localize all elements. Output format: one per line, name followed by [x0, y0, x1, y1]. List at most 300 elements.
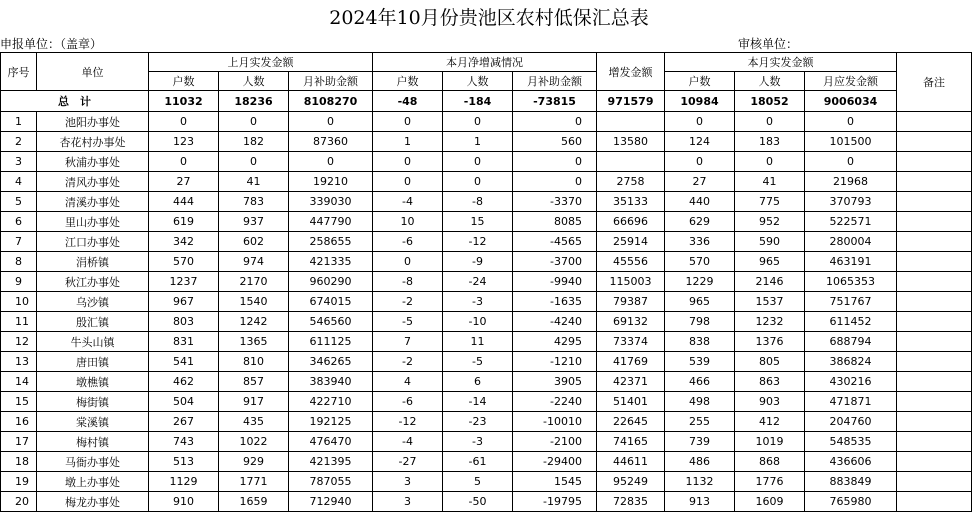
- row-lm-persons: 2170: [219, 272, 289, 292]
- row-lm-households: 444: [149, 192, 219, 212]
- row-index: 4: [1, 172, 37, 192]
- row-unit: 牛头山镇: [37, 332, 149, 352]
- row-remark: [897, 272, 972, 292]
- row-index: 8: [1, 252, 37, 272]
- row-remark: [897, 192, 972, 212]
- row-tm-households: 629: [665, 212, 735, 232]
- row-nc-households: -12: [373, 412, 443, 432]
- row-tm-amount: 101500: [805, 132, 897, 152]
- meta-row: [0, 36, 978, 52]
- row-nc-households: 4: [373, 372, 443, 392]
- header-unit: 单位: [37, 53, 149, 91]
- row-nc-amount: -4240: [513, 312, 597, 332]
- row-tm-amount: 280004: [805, 232, 897, 252]
- total-nc-households: -48: [373, 91, 443, 112]
- row-tm-persons: 868: [735, 452, 805, 472]
- table-row: [1, 332, 972, 352]
- row-nc-amount: -19795: [513, 492, 597, 512]
- row-tm-amount: 765980: [805, 492, 897, 512]
- row-index: 15: [1, 392, 37, 412]
- row-remark: [897, 352, 972, 372]
- row-lm-persons: 1540: [219, 292, 289, 312]
- row-unit: 唐田镇: [37, 352, 149, 372]
- row-remark: [897, 212, 972, 232]
- total-lm-persons: 18236: [219, 91, 289, 112]
- row-nc-amount: 0: [513, 152, 597, 172]
- row-nc-amount: -10010: [513, 412, 597, 432]
- row-index: 13: [1, 352, 37, 372]
- row-lm-households: 570: [149, 252, 219, 272]
- row-lm-amount: 611125: [289, 332, 373, 352]
- row-lm-amount: 787055: [289, 472, 373, 492]
- row-nc-persons: 5: [443, 472, 513, 492]
- row-lm-amount: 546560: [289, 312, 373, 332]
- row-unit: 马衙办事处: [37, 452, 149, 472]
- row-tm-households: 570: [665, 252, 735, 272]
- row-remark: [897, 152, 972, 172]
- row-nc-households: -8: [373, 272, 443, 292]
- row-lm-amount: 346265: [289, 352, 373, 372]
- row-nc-households: -2: [373, 292, 443, 312]
- total-label: 总 计: [1, 91, 149, 112]
- row-remark: [897, 432, 972, 452]
- row-lm-persons: 1771: [219, 472, 289, 492]
- page-title: 2024年10月份贵池区农村低保汇总表: [329, 7, 649, 29]
- header-tm-persons: 人数: [735, 72, 805, 91]
- row-unit: 墩上办事处: [37, 472, 149, 492]
- row-tm-persons: 775: [735, 192, 805, 212]
- row-lm-households: 0: [149, 152, 219, 172]
- row-tm-persons: 903: [735, 392, 805, 412]
- row-tm-amount: 436606: [805, 452, 897, 472]
- row-nc-persons: -3: [443, 292, 513, 312]
- table-row: [1, 212, 972, 232]
- row-remark: [897, 292, 972, 312]
- row-nc-amount: -9940: [513, 272, 597, 292]
- row-increase: [597, 112, 665, 132]
- row-index: 6: [1, 212, 37, 232]
- row-nc-households: -27: [373, 452, 443, 472]
- header-this-month: 本月实发金额: [665, 53, 897, 72]
- row-nc-persons: 0: [443, 112, 513, 132]
- row-increase: 45556: [597, 252, 665, 272]
- row-unit: 里山办事处: [37, 212, 149, 232]
- row-tm-amount: 370793: [805, 192, 897, 212]
- row-nc-persons: -8: [443, 192, 513, 212]
- row-nc-amount: -2100: [513, 432, 597, 452]
- row-lm-households: 123: [149, 132, 219, 152]
- row-nc-households: 0: [373, 152, 443, 172]
- row-index: 1: [1, 112, 37, 132]
- table-row: [1, 232, 972, 252]
- row-nc-persons: -10: [443, 312, 513, 332]
- row-unit: 梅村镇: [37, 432, 149, 452]
- table-row: [1, 152, 972, 172]
- row-unit: 江口办事处: [37, 232, 149, 252]
- row-unit: 清溪办事处: [37, 192, 149, 212]
- table-body: [1, 112, 972, 512]
- row-lm-households: 504: [149, 392, 219, 412]
- row-nc-persons: -23: [443, 412, 513, 432]
- row-index: 11: [1, 312, 37, 332]
- row-remark: [897, 112, 972, 132]
- row-nc-amount: 4295: [513, 332, 597, 352]
- row-nc-persons: 6: [443, 372, 513, 392]
- header-net-change: 本月净增减情况: [373, 53, 597, 72]
- row-nc-households: 3: [373, 472, 443, 492]
- row-increase: 2758: [597, 172, 665, 192]
- row-nc-persons: -3: [443, 432, 513, 452]
- row-unit: 池阳办事处: [37, 112, 149, 132]
- row-lm-households: 267: [149, 412, 219, 432]
- table-row: [1, 312, 972, 332]
- row-unit: 秋江办事处: [37, 272, 149, 292]
- row-nc-persons: -61: [443, 452, 513, 472]
- row-tm-amount: 548535: [805, 432, 897, 452]
- row-unit: 墩樵镇: [37, 372, 149, 392]
- row-lm-amount: 960290: [289, 272, 373, 292]
- row-nc-amount: 1545: [513, 472, 597, 492]
- row-increase: 72835: [597, 492, 665, 512]
- row-lm-persons: 810: [219, 352, 289, 372]
- table-row: [1, 272, 972, 292]
- row-lm-amount: 674015: [289, 292, 373, 312]
- row-lm-households: 967: [149, 292, 219, 312]
- row-tm-persons: 1776: [735, 472, 805, 492]
- row-unit: 清风办事处: [37, 172, 149, 192]
- row-nc-households: 1: [373, 132, 443, 152]
- row-lm-amount: 383940: [289, 372, 373, 392]
- row-index: 12: [1, 332, 37, 352]
- row-lm-households: 803: [149, 312, 219, 332]
- row-index: 7: [1, 232, 37, 252]
- row-lm-persons: 0: [219, 112, 289, 132]
- row-remark: [897, 372, 972, 392]
- row-lm-persons: 974: [219, 252, 289, 272]
- row-tm-households: 0: [665, 152, 735, 172]
- row-nc-persons: -24: [443, 272, 513, 292]
- row-tm-amount: 204760: [805, 412, 897, 432]
- row-index: 17: [1, 432, 37, 452]
- total-lm-amount: 8108270: [289, 91, 373, 112]
- row-increase: 79387: [597, 292, 665, 312]
- row-tm-persons: 952: [735, 212, 805, 232]
- row-lm-persons: 1242: [219, 312, 289, 332]
- row-tm-households: 498: [665, 392, 735, 412]
- row-tm-households: 739: [665, 432, 735, 452]
- row-remark: [897, 172, 972, 192]
- row-nc-amount: -1635: [513, 292, 597, 312]
- row-tm-amount: 1065353: [805, 272, 897, 292]
- summary-table: [0, 52, 972, 512]
- row-index: 5: [1, 192, 37, 212]
- row-tm-amount: 688794: [805, 332, 897, 352]
- row-lm-amount: 192125: [289, 412, 373, 432]
- row-unit: 棠溪镇: [37, 412, 149, 432]
- row-tm-persons: 0: [735, 112, 805, 132]
- row-lm-persons: 41: [219, 172, 289, 192]
- row-tm-amount: 0: [805, 152, 897, 172]
- row-tm-persons: 41: [735, 172, 805, 192]
- row-nc-amount: -3700: [513, 252, 597, 272]
- header-index: 序号: [1, 53, 37, 91]
- row-unit: 涓桥镇: [37, 252, 149, 272]
- row-lm-persons: 1659: [219, 492, 289, 512]
- row-remark: [897, 312, 972, 332]
- row-tm-persons: 1019: [735, 432, 805, 452]
- row-tm-amount: 0: [805, 112, 897, 132]
- row-lm-households: 27: [149, 172, 219, 192]
- row-nc-households: 0: [373, 112, 443, 132]
- reviewer-label: 审核单位：: [738, 37, 799, 51]
- row-lm-persons: 1365: [219, 332, 289, 352]
- row-index: 3: [1, 152, 37, 172]
- row-index: 9: [1, 272, 37, 292]
- row-tm-amount: 21968: [805, 172, 897, 192]
- total-increase: 971579: [597, 91, 665, 112]
- row-nc-amount: 0: [513, 172, 597, 192]
- row-tm-households: 838: [665, 332, 735, 352]
- row-tm-households: 913: [665, 492, 735, 512]
- row-nc-households: 0: [373, 172, 443, 192]
- table-row: [1, 492, 972, 512]
- row-tm-persons: 590: [735, 232, 805, 252]
- row-nc-amount: -29400: [513, 452, 597, 472]
- row-nc-amount: 8085: [513, 212, 597, 232]
- row-remark: [897, 332, 972, 352]
- header-remark: 备注: [897, 53, 972, 112]
- row-tm-persons: 412: [735, 412, 805, 432]
- row-nc-persons: 0: [443, 152, 513, 172]
- row-increase: 13580: [597, 132, 665, 152]
- row-index: 2: [1, 132, 37, 152]
- row-increase: 22645: [597, 412, 665, 432]
- row-increase: 25914: [597, 232, 665, 252]
- row-unit: 乌沙镇: [37, 292, 149, 312]
- row-index: 20: [1, 492, 37, 512]
- row-tm-households: 440: [665, 192, 735, 212]
- row-lm-amount: 422710: [289, 392, 373, 412]
- total-nc-persons: -184: [443, 91, 513, 112]
- header-last-month: 上月实发金额: [149, 53, 373, 72]
- row-tm-amount: 883849: [805, 472, 897, 492]
- header-nc-persons: 人数: [443, 72, 513, 91]
- row-tm-households: 965: [665, 292, 735, 312]
- row-nc-amount: -2240: [513, 392, 597, 412]
- row-lm-amount: 87360: [289, 132, 373, 152]
- row-nc-persons: 15: [443, 212, 513, 232]
- row-tm-persons: 1609: [735, 492, 805, 512]
- row-lm-persons: 783: [219, 192, 289, 212]
- row-lm-households: 0: [149, 112, 219, 132]
- row-nc-amount: 560: [513, 132, 597, 152]
- row-index: 16: [1, 412, 37, 432]
- row-lm-amount: 258655: [289, 232, 373, 252]
- row-lm-amount: 19210: [289, 172, 373, 192]
- table-row: [1, 452, 972, 472]
- row-nc-amount: -4565: [513, 232, 597, 252]
- row-tm-amount: 611452: [805, 312, 897, 332]
- row-lm-amount: 421335: [289, 252, 373, 272]
- table-row: [1, 372, 972, 392]
- row-tm-households: 466: [665, 372, 735, 392]
- header-increase-amount: 增发金额: [597, 53, 665, 91]
- row-lm-amount: 339030: [289, 192, 373, 212]
- row-remark: [897, 232, 972, 252]
- row-nc-persons: -12: [443, 232, 513, 252]
- row-lm-amount: 476470: [289, 432, 373, 452]
- row-tm-households: 486: [665, 452, 735, 472]
- row-increase: 35133: [597, 192, 665, 212]
- total-tm-amount: 9006034: [805, 91, 897, 112]
- table-row: [1, 112, 972, 132]
- row-tm-households: 1229: [665, 272, 735, 292]
- reporting-unit-label: 申报单位：（盖章）: [0, 37, 103, 51]
- row-unit: 梅龙办事处: [37, 492, 149, 512]
- row-nc-households: 0: [373, 252, 443, 272]
- row-tm-amount: 751767: [805, 292, 897, 312]
- total-tm-persons: 18052: [735, 91, 805, 112]
- row-lm-households: 619: [149, 212, 219, 232]
- row-nc-persons: -5: [443, 352, 513, 372]
- row-remark: [897, 412, 972, 432]
- row-nc-amount: 3905: [513, 372, 597, 392]
- table-row: [1, 172, 972, 192]
- row-tm-households: 1132: [665, 472, 735, 492]
- row-increase: 95249: [597, 472, 665, 492]
- table-row: [1, 352, 972, 372]
- row-lm-amount: 0: [289, 112, 373, 132]
- table-row: [1, 472, 972, 492]
- row-nc-households: -6: [373, 392, 443, 412]
- header-tm-households: 户数: [665, 72, 735, 91]
- row-remark: [897, 252, 972, 272]
- row-lm-households: 342: [149, 232, 219, 252]
- row-lm-persons: 602: [219, 232, 289, 252]
- row-tm-households: 0: [665, 112, 735, 132]
- row-tm-amount: 522571: [805, 212, 897, 232]
- row-increase: 115003: [597, 272, 665, 292]
- row-nc-amount: -3370: [513, 192, 597, 212]
- row-unit: 殷汇镇: [37, 312, 149, 332]
- table-row: [1, 432, 972, 452]
- row-lm-persons: 857: [219, 372, 289, 392]
- row-lm-households: 743: [149, 432, 219, 452]
- row-lm-persons: 937: [219, 212, 289, 232]
- row-nc-persons: -9: [443, 252, 513, 272]
- header-lm-persons: 人数: [219, 72, 289, 91]
- row-nc-persons: 1: [443, 132, 513, 152]
- row-tm-persons: 863: [735, 372, 805, 392]
- row-remark: [897, 472, 972, 492]
- row-lm-persons: 182: [219, 132, 289, 152]
- row-tm-households: 27: [665, 172, 735, 192]
- table-row: [1, 292, 972, 312]
- row-lm-households: 541: [149, 352, 219, 372]
- row-tm-persons: 805: [735, 352, 805, 372]
- table-row: [1, 392, 972, 412]
- row-index: 14: [1, 372, 37, 392]
- row-tm-amount: 430216: [805, 372, 897, 392]
- row-tm-households: 124: [665, 132, 735, 152]
- row-remark: [897, 452, 972, 472]
- row-tm-persons: 2146: [735, 272, 805, 292]
- row-increase: 44611: [597, 452, 665, 472]
- row-lm-households: 513: [149, 452, 219, 472]
- header-nc-households: 户数: [373, 72, 443, 91]
- row-tm-persons: 0: [735, 152, 805, 172]
- row-nc-households: -2: [373, 352, 443, 372]
- row-lm-amount: 447790: [289, 212, 373, 232]
- header-tm-amount: 月应发金额: [805, 72, 897, 91]
- header-lm-households: 户数: [149, 72, 219, 91]
- row-lm-amount: 421395: [289, 452, 373, 472]
- total-lm-households: 11032: [149, 91, 219, 112]
- row-unit: 梅街镇: [37, 392, 149, 412]
- row-remark: [897, 392, 972, 412]
- row-nc-amount: -1210: [513, 352, 597, 372]
- row-nc-households: -4: [373, 192, 443, 212]
- row-lm-households: 831: [149, 332, 219, 352]
- row-unit: 秋浦办事处: [37, 152, 149, 172]
- row-lm-households: 1237: [149, 272, 219, 292]
- row-lm-persons: 1022: [219, 432, 289, 452]
- row-lm-persons: 435: [219, 412, 289, 432]
- row-tm-amount: 463191: [805, 252, 897, 272]
- table-row: [1, 192, 972, 212]
- row-nc-persons: 0: [443, 172, 513, 192]
- row-increase: 73374: [597, 332, 665, 352]
- row-lm-persons: 917: [219, 392, 289, 412]
- row-nc-households: -5: [373, 312, 443, 332]
- row-increase: 69132: [597, 312, 665, 332]
- row-tm-persons: 183: [735, 132, 805, 152]
- row-increase: 51401: [597, 392, 665, 412]
- row-nc-households: 10: [373, 212, 443, 232]
- header-lm-amount: 月补助金额: [289, 72, 373, 91]
- row-tm-amount: 386824: [805, 352, 897, 372]
- table-row: [1, 132, 972, 152]
- row-tm-amount: 471871: [805, 392, 897, 412]
- row-tm-persons: 965: [735, 252, 805, 272]
- row-lm-persons: 0: [219, 152, 289, 172]
- row-nc-persons: 11: [443, 332, 513, 352]
- row-nc-households: 7: [373, 332, 443, 352]
- table-row: [1, 412, 972, 432]
- row-tm-households: 336: [665, 232, 735, 252]
- row-increase: 41769: [597, 352, 665, 372]
- total-nc-amount: -73815: [513, 91, 597, 112]
- row-nc-amount: 0: [513, 112, 597, 132]
- row-increase: 42371: [597, 372, 665, 392]
- row-remark: [897, 492, 972, 512]
- row-tm-persons: 1376: [735, 332, 805, 352]
- row-tm-households: 798: [665, 312, 735, 332]
- row-nc-persons: -14: [443, 392, 513, 412]
- row-remark: [897, 132, 972, 152]
- row-lm-amount: 712940: [289, 492, 373, 512]
- row-increase: 66696: [597, 212, 665, 232]
- row-unit: 杏花村办事处: [37, 132, 149, 152]
- header-nc-amount: 月补助金额: [513, 72, 597, 91]
- row-index: 19: [1, 472, 37, 492]
- table-row: [1, 252, 972, 272]
- row-nc-households: -6: [373, 232, 443, 252]
- total-tm-households: 10984: [665, 91, 735, 112]
- row-tm-persons: 1537: [735, 292, 805, 312]
- row-nc-persons: -50: [443, 492, 513, 512]
- row-tm-persons: 1232: [735, 312, 805, 332]
